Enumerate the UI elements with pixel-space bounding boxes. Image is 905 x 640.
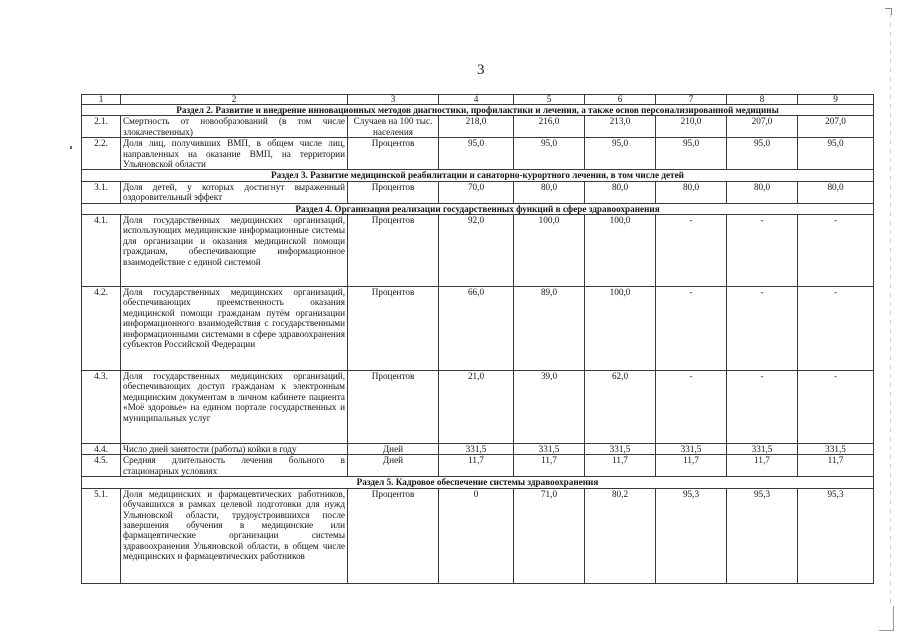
table-row [82,488,874,583]
header-cell: 3 [348,95,439,105]
row-number: 4.4. [82,444,121,455]
table-row [82,181,874,203]
value-cell: 11,7 [798,455,874,477]
value-cell: 70,0 [439,181,514,203]
value-cell: 11,7 [656,455,727,477]
value-cell: 95,3 [727,488,798,583]
table-row [82,455,874,477]
header-cell: 6 [585,95,656,105]
value-cell: 62,0 [585,371,656,444]
table-row [82,371,874,444]
value-cell: 11,7 [727,455,798,477]
indicator-name: Средняя длительность лечения больного в стационарных условиях [121,455,348,477]
value-cell: 95,0 [439,138,514,170]
value-cell: 95,0 [727,138,798,170]
value-cell: 66,0 [439,287,514,371]
value-cell: - [798,371,874,444]
table-row [82,116,874,138]
value-cell: - [727,215,798,287]
value-cell: - [656,215,727,287]
row-number: 5.1. [82,488,121,583]
value-cell: 95,0 [514,138,585,170]
indicator-name: Число дней занятости (работы) койки в году [121,444,348,455]
unit-cell: Процентов [348,138,439,170]
value-cell: 207,0 [727,116,798,138]
row-number: 3.1. [82,181,121,203]
row-number: 4.3. [82,371,121,444]
section-title: Раздел 5. Кадровое обеспечение системы здравоохранения [82,477,874,488]
value-cell: 210,0 [656,116,727,138]
section-title: Раздел 2. Развитие и внедрение инновационных методов диагностики, профилактики и лечения, а также основ персонализированной медицины [82,105,874,116]
scan-corner-mark [885,8,892,15]
unit-cell: Процентов [348,371,439,444]
value-cell: 89,0 [514,287,585,371]
value-cell: 218,0 [439,116,514,138]
table-header-row [82,95,874,105]
header-cell: 9 [798,95,874,105]
value-cell: 95,0 [656,138,727,170]
indicator-name: Смертность от новообразований (в том числе злокачественных) [121,116,348,138]
unit-cell: Процентов [348,488,439,583]
value-cell: - [656,287,727,371]
value-cell: 11,7 [439,455,514,477]
unit-cell: Процентов [348,287,439,371]
value-cell: 39,0 [514,371,585,444]
value-cell: 100,0 [514,215,585,287]
value-cell: 0 [439,488,514,583]
header-cell: 8 [727,95,798,105]
section-row [82,105,874,116]
unit-cell: Процентов [348,215,439,287]
indicator-name: Доля государственных медицинских организаций, использующих медицинские информационные системы для организации и оказания медицинской помощи гражданам, обеспечивающие информационное взаимодействие с единой системой [121,215,348,287]
scan-edge-line [890,14,891,606]
value-cell: 71,0 [514,488,585,583]
section-row [82,170,874,181]
value-cell: - [798,287,874,371]
value-cell: - [727,371,798,444]
value-cell: 331,5 [656,444,727,455]
value-cell: 331,5 [439,444,514,455]
indicators-table [81,94,874,584]
value-cell: 11,7 [514,455,585,477]
unit-cell: Дней [348,444,439,455]
table-row [82,215,874,287]
indicator-name: Доля государственных медицинских организаций, обеспечивающих доступ гражданам к электронным медицинским документам в личном кабинете пациента «Моё здоровье» на едином портале государственных и муниципальных услуг [121,371,348,444]
value-cell: 80,0 [656,181,727,203]
value-cell: 331,5 [727,444,798,455]
value-cell: 80,0 [727,181,798,203]
value-cell: 100,0 [585,287,656,371]
value-cell: - [727,287,798,371]
header-cell: 4 [439,95,514,105]
indicator-name: Доля медицинских и фармацевтических работников, обучавшихся в рамках целевой подготовки для нужд Ульяновской области, трудоустроившихся после завершения обучения в медицинские или фармацевтические организации системы здравоохранения Ульяновской области, в общем числе медицинских и фармацевтических работников [121,488,348,583]
value-cell: - [656,371,727,444]
value-cell: 80,2 [585,488,656,583]
row-number: 2.2. [82,138,121,170]
value-cell: 95,0 [798,138,874,170]
row-number: 2.1. [82,116,121,138]
unit-cell: Процентов [348,181,439,203]
value-cell: - [798,215,874,287]
indicator-name: Доля лиц, получивших ВМП, в общем числе лиц, направленных на оказание ВМП, на территории Ульяновской области [121,138,348,170]
value-cell: 80,0 [514,181,585,203]
indicator-name: Доля государственных медицинских организаций, обеспечивающих преемственность оказания медицинской помощи гражданам путём организации информационного взаимодействия с государственными информационными системами в сфере здравоохранения субъектов Российской Федерации [121,287,348,371]
table-row [82,444,874,455]
section-title: Раздел 4. Организация реализации государственных функций в сфере здравоохранения [82,203,874,214]
row-number: 4.2. [82,287,121,371]
page-number: 3 [477,62,485,78]
section-row [82,477,874,488]
section-row [82,203,874,214]
value-cell: 331,5 [585,444,656,455]
indicator-name: Доля детей, у которых достигнут выраженный оздоровительный эффект [121,181,348,203]
header-cell: 7 [656,95,727,105]
value-cell: 80,0 [585,181,656,203]
value-cell: 95,3 [798,488,874,583]
header-cell: 5 [514,95,585,105]
value-cell: 92,0 [439,215,514,287]
value-cell: 21,0 [439,371,514,444]
unit-cell: Случаев на 100 тыс. населения [348,116,439,138]
table-row [82,287,874,371]
table-row [82,138,874,170]
value-cell: 207,0 [798,116,874,138]
scan-corner-mark [879,606,894,631]
value-cell: 331,5 [798,444,874,455]
value-cell: 95,0 [585,138,656,170]
value-cell: 80,0 [798,181,874,203]
value-cell: 95,3 [656,488,727,583]
value-cell: 331,5 [514,444,585,455]
value-cell: 11,7 [585,455,656,477]
row-number: 4.1. [82,215,121,287]
section-title: Раздел 3. Развитие медицинской реабилитации и санаторно-курортного лечения, в том числе детей [82,170,874,181]
header-cell: 1 [82,95,121,105]
scan-mark [70,146,72,149]
value-cell: 213,0 [585,116,656,138]
unit-cell: Дней [348,455,439,477]
row-number: 4.5. [82,455,121,477]
value-cell: 216,0 [514,116,585,138]
header-cell: 2 [121,95,348,105]
value-cell: 100,0 [585,215,656,287]
